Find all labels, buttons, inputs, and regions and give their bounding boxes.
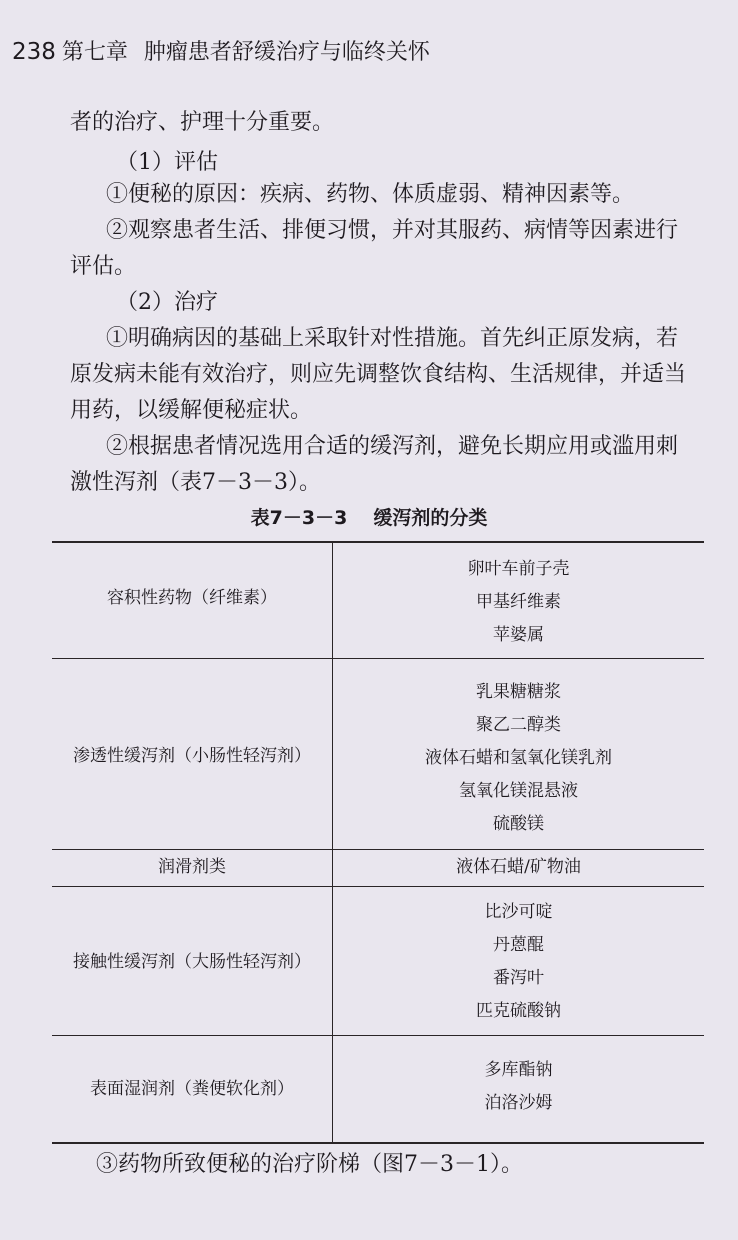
drug-item: 氢氧化镁混悬液 [459,781,578,801]
drug-item: 苹婆属 [493,625,544,645]
drug-item: 液体石蜡和氢氧化镁乳剂 [425,748,612,768]
table-category-cell: 渗透性缓泻剂（小肠性轻泻剂） [73,746,311,766]
table-row-rule [52,1035,704,1036]
drug-item: 硫酸镁 [493,814,544,834]
table-drugs-cell [333,1054,704,1120]
table-caption-title: 缓泻剂的分类 [373,507,488,529]
page-number: 238 [12,39,56,65]
drug-item: 匹克硫酸钠 [476,1001,561,1021]
paragraph-line: 评估。 [70,254,137,279]
table-drugs-cell [333,676,704,841]
paragraph-line: 用药，以缓解便秘症状。 [70,398,313,423]
drug-item: 番泻叶 [493,968,544,988]
table-caption [0,506,738,530]
table-caption-number: 表7－3－3 [250,507,348,529]
chapter-label: 第七章 [61,40,128,65]
paragraph-line: 原发病未能有效治疗，则应先调整饮食结构、生活规律，并适当 [70,362,687,387]
page-header [12,38,430,67]
drug-item: 甲基纤维素 [476,592,561,612]
paragraph-line: ①便秘的原因：疾病、药物、体质虚弱、精神因素等。 [106,182,635,207]
section-heading-assessment: （1）评估 [116,150,218,175]
drug-item: 聚乙二醇类 [476,715,561,735]
table-row-rule [52,658,704,659]
table-category-cell: 容积性药物（纤维素） [107,588,277,608]
laxative-table [52,541,704,1144]
table-bottom-rule [52,1142,704,1144]
drug-item: 乳果糖糖浆 [476,682,561,702]
table-top-rule [52,541,704,543]
table-drugs-cell [333,553,704,652]
table-category-cell: 表面湿润剂（粪便软化剂） [90,1079,294,1099]
drug-item: 液体石蜡/矿物油 [456,857,581,877]
table-row-rule [52,886,704,887]
drug-item: 比沙可啶 [484,902,553,922]
paragraph-line: ②根据患者情况选用合适的缓泻剂，避免长期应用或滥用刺 [106,434,679,459]
paragraph-line: ②观察患者生活、排便习惯，并对其服药、病情等因素进行 [106,218,679,243]
paragraph-line: 者的治疗、护理十分重要。 [70,110,335,135]
section-heading-treatment: （2）治疗 [116,290,218,315]
drug-item: 丹蒽醌 [493,935,544,955]
chapter-title: 肿瘤患者舒缓治疗与临终关怀 [143,40,430,65]
paragraph-line: 激性泻剂（表7－3－3）。 [70,470,321,495]
table-row-rule [52,849,704,850]
paragraph-line: ①明确病因的基础上采取针对性措施。首先纠正原发病，若 [106,326,679,351]
drug-item: 卵叶车前子壳 [467,559,570,579]
drug-item: 泊洛沙姆 [484,1093,553,1113]
table-drugs-cell [333,851,704,884]
table-category-cell: 接触性缓泻剂（大肠性轻泻剂） [73,952,311,972]
table-drugs-cell [333,896,704,1028]
paragraph-line: ③药物所致便秘的治疗阶梯（图7－3－1）。 [96,1152,523,1177]
table-category-cell: 润滑剂类 [158,857,226,877]
drug-item: 多库酯钠 [484,1060,553,1080]
